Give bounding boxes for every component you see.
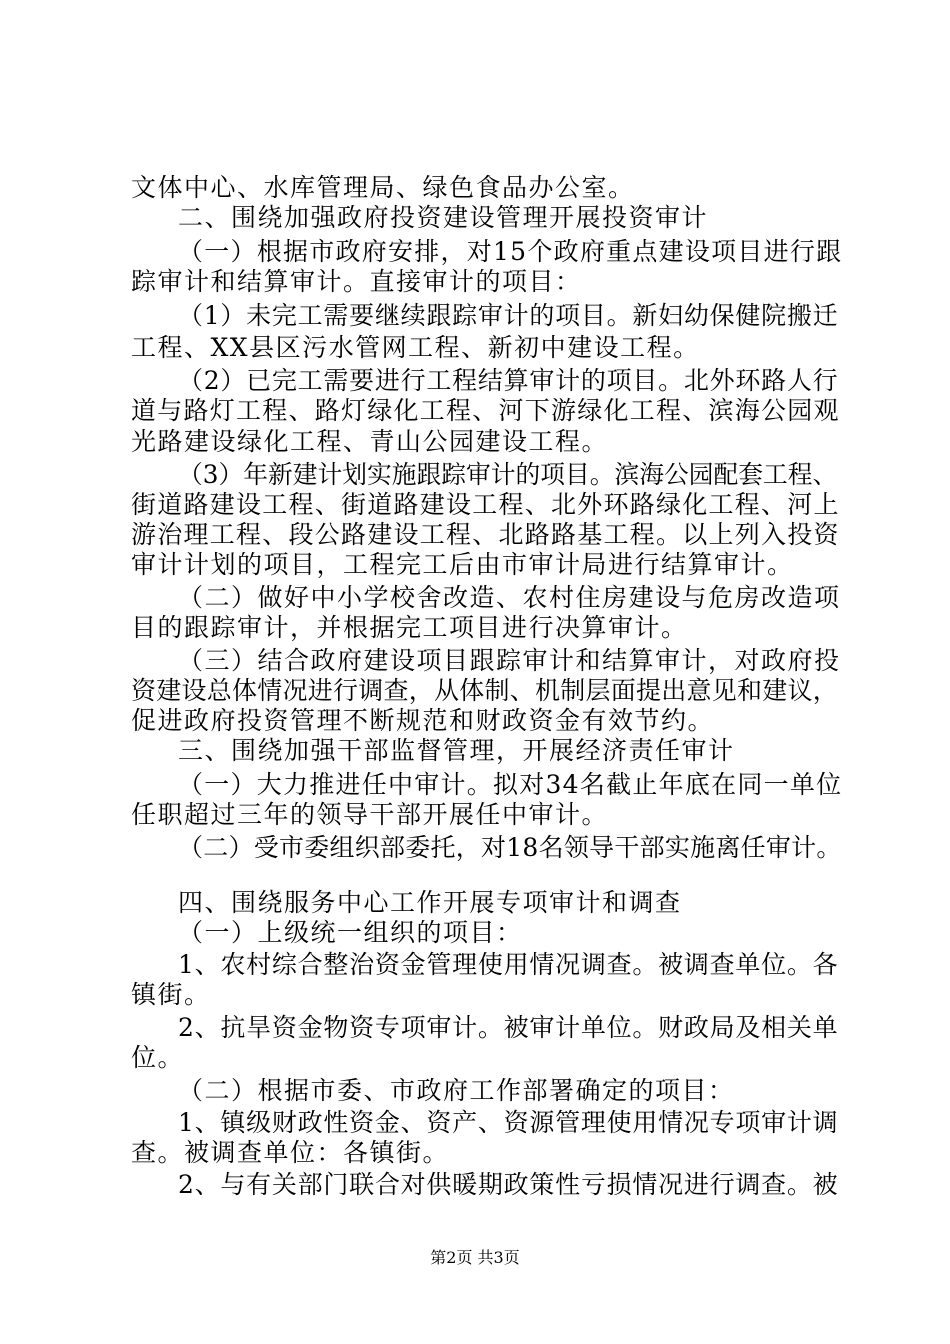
text-line: （二）根据市委、市政府工作部署确定的项目：: [178, 1076, 735, 1105]
text-line: 资建设总体情况进行调查，从体制、机制层面提出意见和建议，: [131, 676, 839, 705]
text-line: （二）做好中小学校舍改造、农村住房建设与危房改造项: [178, 583, 841, 612]
text-line: 镇街。: [131, 980, 211, 1009]
text-line: 目的跟踪审计，并根据完工项目进行决算审计。: [131, 613, 688, 642]
text-line: 1、镇级财政性资金、资产、资源管理使用情况专项审计调: [178, 1108, 839, 1137]
text-line: 审计计划的项目，工程完工后由市审计局进行结算审计。: [131, 550, 794, 579]
text-line: 任职超过三年的领导干部开展任中审计。: [131, 800, 609, 829]
text-line: （2）已完工需要进行工程结算审计的项目。北外环路人行: [178, 366, 839, 395]
text-line: （三）结合政府建设项目跟踪审计和结算审计，对政府投: [178, 646, 841, 675]
text-line: （3）年新建计划实施跟踪审计的项目。滨海公园配套工程、: [178, 460, 838, 489]
text-line: 查。被调查单位：各镇街。: [131, 1138, 450, 1167]
text-line: （二）受市委组织部委托，对18名领导干部实施离任审计。: [178, 833, 842, 862]
section-heading: 三、围绕加强干部监督管理，开展经济责任审计: [178, 736, 735, 765]
text-line: 街道路建设工程、街道路建设工程、北外环路绿化工程、河上: [131, 490, 840, 519]
section-heading: 四、围绕服务中心工作开展专项审计和调查: [178, 888, 682, 917]
text-line: 光路建设绿化工程、青山公园建设工程。: [131, 427, 609, 456]
text-line: 1、农村综合整治资金管理使用情况调查。被调查单位。各: [178, 950, 839, 979]
text-line: 游治理工程、段公路建设工程、北路路基工程。以上列入投资: [131, 520, 840, 549]
text-line: （一）上级统一组织的项目：: [178, 918, 523, 947]
text-line: 促进政府投资管理不断规范和财政资金有效节约。: [131, 706, 715, 735]
text-line: （一）根据市政府安排，对15个政府重点建设项目进行跟: [178, 237, 843, 266]
text-line: 2、与有关部门联合对供暖期政策性亏损情况进行调查。被: [178, 1170, 839, 1199]
section-heading: 二、围绕加强政府投资建设管理开展投资审计: [178, 203, 709, 232]
text-line: 文体中心、水库管理局、绿色食品办公室。: [131, 173, 635, 202]
text-line: 工程、XX县区污水管网工程、新初中建设工程。: [131, 333, 700, 362]
text-line: （一）大力推进任中审计。拟对34名截止年底在同一单位: [178, 770, 843, 799]
text-line: 道与路灯工程、路灯绿化工程、河下游绿化工程、滨海公园观: [131, 396, 840, 425]
text-line: 踪审计和结算审计。直接审计的项目：: [131, 267, 582, 296]
text-line: 位。: [131, 1043, 185, 1072]
text-line: （1）未完工需要继续跟踪审计的项目。新妇幼保健院搬迁: [178, 301, 839, 330]
page-number-footer: 第2页 共3页: [430, 1248, 520, 1267]
text-line: 2、抗旱资金物资专项审计。被审计单位。财政局及相关单: [178, 1013, 839, 1042]
